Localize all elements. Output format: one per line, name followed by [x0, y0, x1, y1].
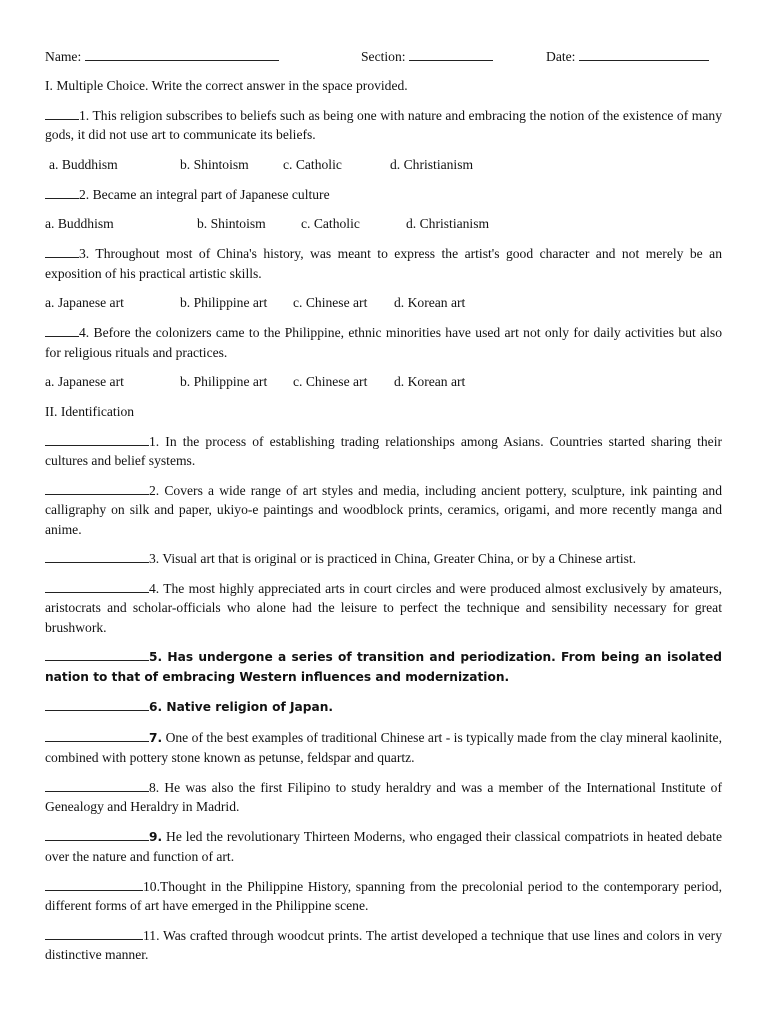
choice: a. Buddhism [49, 156, 118, 172]
item-number: 4. [149, 580, 160, 596]
item-number: 7. [149, 730, 163, 745]
choice: a. Japanese art [45, 295, 124, 310]
mc-question [45, 106, 722, 145]
name-line[interactable] [85, 47, 279, 61]
section-line[interactable] [409, 47, 493, 61]
id-item [45, 926, 722, 965]
id-item [45, 432, 722, 471]
mc-question [45, 185, 722, 205]
mc-question-text: 2. Became an integral part of Japanese culture [79, 186, 330, 202]
item-text: Was crafted through woodcut prints. The artist developed a technique that use lines and colors in very distinctive manner. [45, 927, 722, 962]
answer-blank[interactable] [45, 926, 143, 940]
item-text: One of the best examples of traditional Chinese art - is typically made from the clay mineral kaolinite, combined with pottery stone known as petunse, feldspar and quartz. [45, 729, 722, 765]
mc-question [45, 323, 722, 362]
mc-choices [45, 155, 722, 175]
id-item [45, 697, 722, 718]
answer-blank[interactable] [45, 827, 149, 841]
choice: c. Catholic [301, 216, 360, 231]
choice: a. Buddhism [45, 216, 114, 231]
item-number: 6. [149, 700, 163, 714]
answer-blank[interactable] [45, 579, 149, 593]
id-item [45, 549, 722, 569]
mc-question [45, 244, 722, 283]
item-number: 10. [143, 878, 160, 894]
date-field[interactable] [546, 47, 709, 67]
worksheet [45, 47, 722, 965]
choice: d. Korean art [394, 295, 466, 310]
mc-choices [45, 372, 722, 392]
item-number: 9. [149, 829, 163, 844]
answer-blank[interactable] [45, 106, 79, 120]
answer-blank[interactable] [45, 432, 149, 446]
choice: a. Japanese art [45, 374, 124, 389]
item-text: Native religion of Japan. [162, 700, 334, 714]
id-item [45, 827, 722, 867]
answer-blank[interactable] [45, 481, 149, 495]
mc-choices [45, 214, 722, 234]
item-text: Has undergone a series of transition and periodization. From being an isolated nation to that of embracing Western influences and modernization. [45, 650, 722, 684]
choice: c. Chinese art [293, 374, 368, 389]
item-number: 2. [149, 482, 160, 498]
answer-blank[interactable] [45, 728, 149, 742]
mc-choices [45, 293, 722, 313]
id-item [45, 778, 722, 817]
name-label: Name: [45, 49, 82, 64]
choice: b. Philippine art [180, 374, 268, 389]
header-row [45, 47, 722, 67]
choice: b. Shintoism [197, 216, 266, 231]
item-text: In the process of establishing trading relationships among Asians. Countries started sharing their cultures and belief systems. [45, 433, 722, 468]
choice: d. Christianism [390, 156, 474, 172]
choice: b. Shintoism [180, 156, 249, 172]
choice: b. Philippine art [180, 295, 268, 310]
item-text: Covers a wide range of art styles and media, including ancient pottery, sculpture, ink painting and calligraphy on silk and paper, ukiyo-e paintings and woodblock prints, ceramics, origami, and more recently manga and anime. [45, 482, 722, 537]
item-text: Visual art that is original or is practiced in China, Greater China, or by a Chinese artist. [159, 551, 637, 566]
item-number: 11. [143, 927, 160, 943]
item-text: He led the revolutionary Thirteen Moderns, who engaged their classical compatriots in heated debate over the nature and function of art. [45, 828, 722, 864]
answer-blank[interactable] [45, 549, 149, 563]
answer-blank[interactable] [45, 778, 149, 792]
part2-heading: II. Identification [45, 404, 135, 419]
id-item [45, 877, 722, 916]
id-item [45, 728, 722, 768]
part1-heading: I. Multiple Choice. Write the correct answer in the space provided. [45, 78, 408, 93]
choice: d. Korean art [394, 374, 466, 389]
section-field[interactable] [361, 47, 493, 67]
name-field[interactable] [45, 47, 279, 67]
mc-question-text: 4. Before the colonizers came to the Philippine, ethnic minorities have used art not only for daily activities but also for religious rituals and practices. [45, 325, 722, 360]
item-number: 5. [149, 650, 163, 664]
item-number: 8. [149, 779, 160, 795]
choice: c. Chinese art [293, 295, 368, 310]
mc-question-text: 3. Throughout most of China's history, was meant to express the artist's good character and not merely be an exposition of his practical artistic skills. [45, 246, 722, 281]
item-text: The most highly appreciated arts in court circles and were produced almost exclusively by amateurs, aristocrats and scholar-officials who alone had the leisure to perfect the technique and sensibility necessary for great brushwork. [45, 580, 722, 635]
answer-blank[interactable] [45, 244, 79, 258]
item-number: 1. [149, 433, 160, 449]
item-number: 3. [149, 551, 160, 566]
mc-question-text: 1. This religion subscribes to beliefs such as being one with nature and embracing the notion of the existence of many gods, it did not use art to communicate its beliefs. [45, 107, 722, 142]
answer-blank[interactable] [45, 323, 79, 337]
answer-blank[interactable] [45, 185, 79, 199]
item-text: Thought in the Philippine History, spanning from the precolonial period to the contemporary period, different forms of art have emerged in the Philippine scene. [45, 878, 722, 913]
choice: d. Christianism [406, 216, 490, 231]
date-line[interactable] [579, 47, 709, 61]
id-item [45, 481, 722, 540]
section-label: Section: [361, 49, 406, 64]
choice: c. Catholic [283, 156, 342, 172]
answer-blank[interactable] [45, 647, 149, 661]
answer-blank[interactable] [45, 697, 149, 711]
date-label: Date: [546, 49, 576, 64]
id-item [45, 579, 722, 638]
id-item [45, 647, 722, 687]
item-text: He was also the first Filipino to study heraldry and was a member of the International Institute of Genealogy and Heraldry in Madrid. [45, 779, 722, 814]
answer-blank[interactable] [45, 877, 143, 891]
